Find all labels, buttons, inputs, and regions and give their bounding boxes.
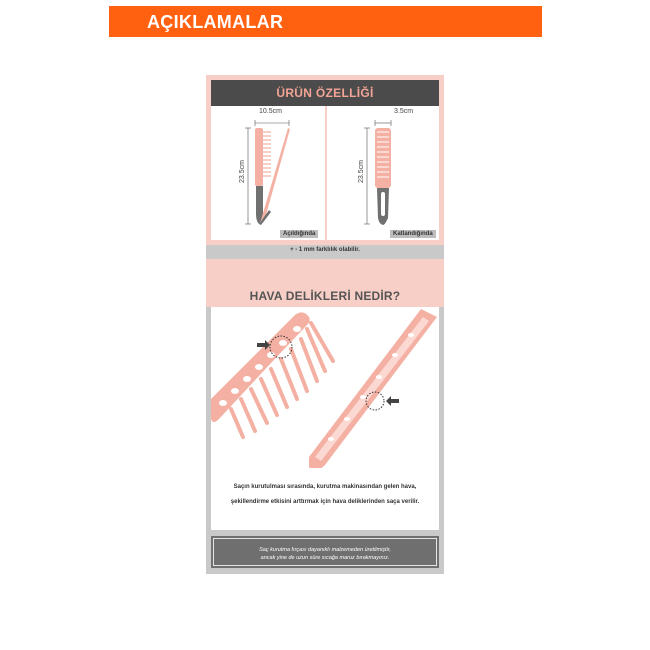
folded-comb-illustration [327,106,439,240]
disclaimer-frame [213,538,437,566]
disclaimer-box [211,536,439,568]
vents-description-line-2: şekillendirme etkisini arttırmak için hava deliklerinden saça verilir. [230,499,420,505]
vents-description [211,468,439,530]
folded-comb-image [327,106,439,240]
tolerance-note: + - 1 mm farklılık olabilir. [290,247,360,253]
vents-title: HAVA DELİKLERİ NEDİR? [249,289,401,303]
open-comb-image [211,106,325,240]
open-state-tag: Açıldığında [280,230,318,238]
section-title: AÇIKLAMALAR [147,12,284,32]
disclaimer-line-2: ancak yine de uzun süre sıcağa maruz bırakmayınız. [260,555,390,561]
vents-illustration [211,307,439,481]
disclaimer-line-1: Saç kurutma fırçası dayanıklı malzemeden üretilmiştir, [259,547,391,553]
features-header: ÜRÜN ÖZELLİĞİ [211,80,439,106]
open-width-label: 10.5cm [259,108,282,115]
folded-width-label: 3.5cm [394,108,414,115]
folded-state-tag: Katlandığında [390,230,436,238]
vents-image [211,307,439,481]
product-info-panel [206,75,444,574]
vents-description-line-1: Saçın kurutulması sırasında, kurutma makinasından gelen hava, [233,484,417,490]
open-comb-illustration [211,106,325,240]
section-banner [109,6,542,37]
folded-height-label: 23.5cm [357,160,365,183]
open-height-label: 23.5cm [238,160,246,183]
